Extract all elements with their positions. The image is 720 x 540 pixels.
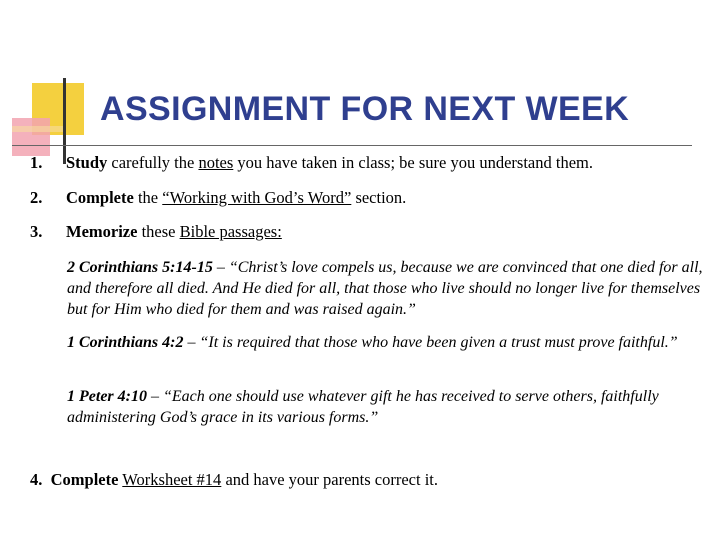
item-text-segment: the — [133, 188, 163, 207]
item-number: 2. — [30, 188, 43, 207]
verse-reference: 1 Corinthians 4:2 — [67, 334, 184, 351]
verse-reference: 1 Peter 4:10 — [67, 388, 147, 405]
item-verb: Complete — [50, 470, 119, 489]
item-text-segment: you have taken in class; be sure you understand them. — [233, 153, 593, 172]
page-title: ASSIGNMENT FOR NEXT WEEK — [100, 90, 630, 128]
item-verb: Memorize — [66, 222, 138, 241]
item-text-segment: and have your parents correct it. — [221, 470, 439, 489]
decorative-red-square — [12, 118, 50, 156]
verse-text: – “Each one should use whatever gift he has received to serve others, faithfully administering God’s grace in its various forms.” — [67, 388, 659, 426]
verse-block — [67, 386, 707, 428]
list-item — [30, 470, 438, 490]
item-number: 3. — [30, 222, 43, 241]
verse-block — [67, 257, 707, 320]
item-underlined: “Working with God’s Word” — [162, 188, 352, 207]
item-text-segment: these — [137, 222, 180, 241]
decorative-bar — [12, 126, 64, 132]
item-number: 4. — [30, 470, 43, 489]
verse-text: – “It is required that those who have been given a trust must prove faithful.” — [183, 334, 678, 351]
item-underlined: Bible passages: — [179, 222, 282, 241]
item-underlined: Worksheet #14 — [122, 470, 222, 489]
item-number: 1. — [30, 153, 43, 172]
item-text-segment: carefully the — [107, 153, 199, 172]
item-verb: Study — [66, 153, 108, 172]
item-text — [66, 222, 282, 242]
item-text — [66, 188, 406, 208]
verse-text: – “Christ’s love compels us, because we are convinced that one died for all, and therefore all died. And He died for all, that those who live should no longer live for themselves but for Him who died for them and was raised again.” — [67, 259, 703, 318]
item-verb: Complete — [66, 188, 134, 207]
decorative-vertical-line — [63, 78, 66, 164]
item-text-segment: section. — [351, 188, 407, 207]
title-underline-rule — [12, 145, 692, 146]
verse-reference: 2 Corinthians 5:14-15 — [67, 259, 213, 276]
item-text — [66, 153, 593, 173]
verse-block — [67, 332, 707, 353]
item-underlined: notes — [198, 153, 234, 172]
